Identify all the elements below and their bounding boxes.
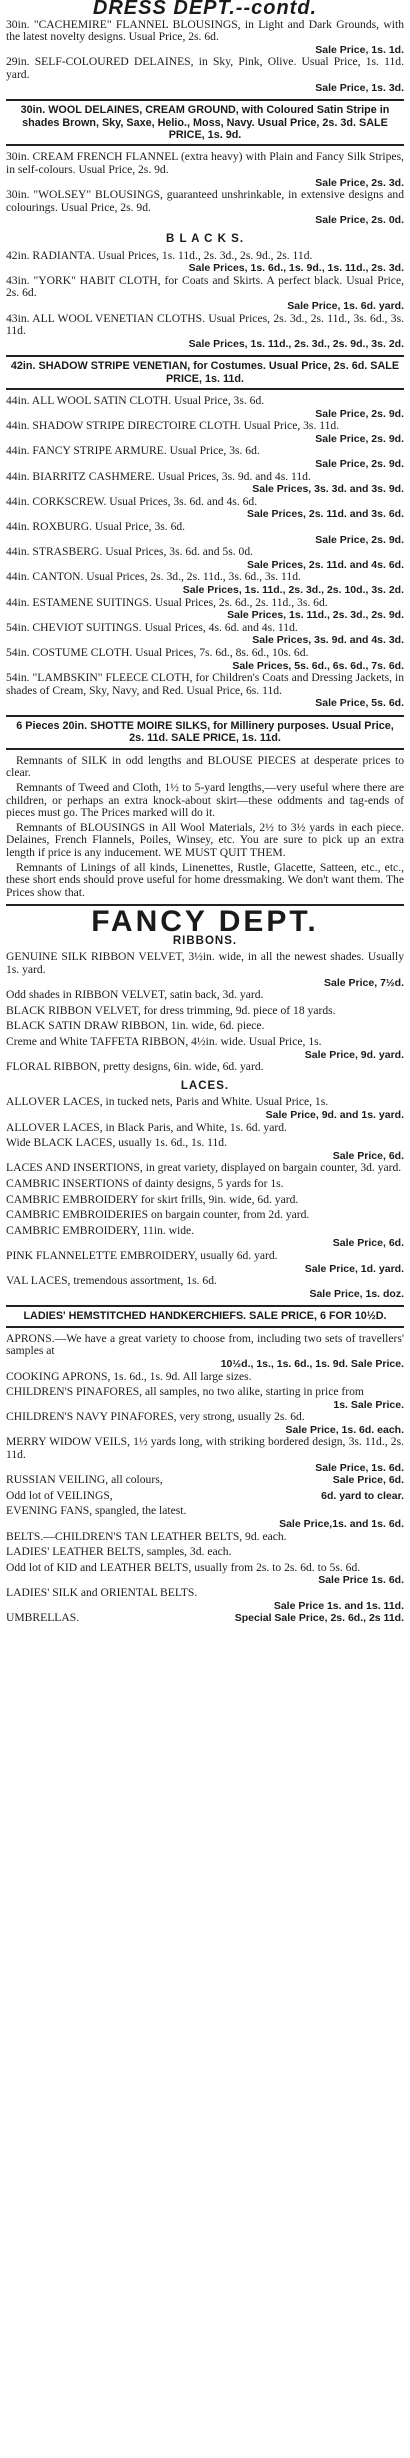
list-item: 54in. CHEVIOT SUITINGS. Usual Prices, 4s. 6d. and 4s. 11d. Sale Prices, 3s. 9d. and 4s. 3d.	[6, 620, 404, 647]
list-item: Odd shades in RIBBON VELVET, satin back, 3d. yard.	[6, 988, 264, 1002]
blacks-heading: B L A C K S.	[165, 232, 245, 245]
list-item: 44in. SHADOW STRIPE DIRECTOIRE CLOTH. Usual Price, 3s. 11d. Sale Price, 2s. 9d.	[6, 419, 404, 445]
dress-dept-title: DRESS DEPT.--contd.	[92, 0, 318, 19]
list-item: LACES AND INSERTIONS, in great variety, displayed on bargain counter, 3d. yard.	[6, 1161, 402, 1175]
list-item: 44in. BIARRITZ CASHMERE. Usual Prices, 3s. 9d. and 4s. 11d. Sale Prices, 3s. 3d. and 3s. 9d.	[6, 469, 404, 496]
list-item: 44in. FANCY STRIPE ARMURE. Usual Price, 3s. 6d. Sale Price, 2s. 9d.	[6, 444, 404, 471]
list-item: Odd lot of VEILINGS, 6d. yard to clear.	[6, 1488, 404, 1502]
list-item: 29in. SELF-COLOURED DELAINES, in Sky, Pink, Olive. Usual Price, 1s. 11d. yard. Sale Price, 1s. 3d.	[6, 55, 404, 94]
list-item: CAMBRIC EMBROIDERIES on bargain counter, from 2d. yard.	[6, 1208, 310, 1222]
list-item: APRONS.—We have a great variety to choose from, including two sets of travellers' samples at 10½d., 1s., 1s. 6d., 1s. 9d. Sale Price.	[6, 1331, 404, 1370]
dress-items-group-1	[0, 19, 410, 95]
list-item: LADIES' LEATHER BELTS, samples, 3d. each.	[6, 1545, 232, 1559]
list-item: 54in. COSTUME CLOTH. Usual Prices, 7s. 6d., 8s. 6d., 10s. 6d. Sale Prices, 5s. 6d., 6s. 6d., 7s. 6d.	[6, 645, 404, 672]
list-item: CHILDREN'S PINAFORES, all samples, no two alike, starting in price from 1s. Sale Price.	[6, 1385, 404, 1411]
list-item: EVENING FANS, spangled, the latest. Sale Price,1s. and 1s. 6d.	[6, 1504, 404, 1531]
aprons-belts-group	[0, 1333, 410, 1628]
list-item: 44in. ROXBURG. Usual Price, 3s. 6d. Sale Price, 2s. 9d.	[6, 520, 404, 546]
shadow-stripe-venetian-box: 42in. SHADOW STRIPE VENETIAN, for Costumes. Usual Price, 2s. 6d. SALE PRICE, 1s. 11d.	[6, 355, 404, 390]
list-item: 44in. ESTAMENE SUITINGS. Usual Prices, 2s. 6d., 2s. 11d., 3s. 6d. Sale Prices, 1s. 11d., 2s. 3d., 2s. 9d.	[6, 595, 404, 622]
list-item: 30in. CREAM FRENCH FLANNEL (extra heavy) with Plain and Fancy Silk Stripes, in self-colours. Usual Price, 2s. 9d. Sale Price, 2s. 3d.	[6, 150, 404, 189]
moire-silks-box: 6 Pieces 20in. SHOTTE MOIRE SILKS, for Millinery purposes. Usual Price, 2s. 11d. SALE PRICE, 1s. 11d.	[6, 715, 404, 750]
list-item: ALLOVER LACES, in Black Paris, and White, 1s. 6d. yard.	[6, 1120, 287, 1134]
remnants-group	[0, 755, 410, 900]
list-item: 43in. ALL WOOL VENETIAN CLOTHS. Usual Prices, 2s. 3d., 2s. 11d., 3s. 6d., 3s. 11d. Sale Prices, 1s. 11d., 2s. 3d., 2s. 9d., 3s. 2d.	[6, 311, 404, 350]
remnants-paragraph: Remnants of SILK in odd lengths and BLOUSE PIECES at desperate prices to clear.	[6, 753, 404, 780]
list-item: ALLOVER LACES, in tucked nets, Paris and White. Usual Price, 1s. Sale Price, 9d. and 1s. yard.	[6, 1095, 404, 1121]
dress-items-group-2	[0, 151, 410, 350]
list-item: GENUINE SILK RIBBON VELVET, 3½in. wide, in all the newest shades. Usually 1s. yard. Sale Price, 7½d.	[6, 950, 404, 989]
list-item: 44in. ALL WOOL SATIN CLOTH. Usual Price, 3s. 6d. Sale Price, 2s. 9d.	[6, 394, 404, 420]
list-item: 54in. "LAMBSKIN" FLEECE CLOTH, for Children's Coats and Dressing Jackets, in shades of Cream, Sky, Navy, and Red. Usual Price, 6s. 11d. Sale Price, 5s. 6d.	[6, 671, 404, 710]
list-item: 44in. CORKSCREW. Usual Prices, 3s. 6d. and 4s. 6d. Sale Prices, 2s. 11d. and 3s. 6d.	[6, 494, 404, 521]
list-item: Odd lot of KID and LEATHER BELTS, usually from 2s. to 2s. 6d. to 5s. 6d. Sale Price 1s. 6d.	[6, 1560, 404, 1587]
list-item: CAMBRIC EMBROIDERY for skirt frills, 9in. wide, 6d. yard.	[6, 1192, 299, 1206]
list-item: Creme and White TAFFETA RIBBON, 4½in. wide. Usual Price, 1s. Sale Price, 9d. yard.	[6, 1035, 404, 1061]
list-item: 44in. CANTON. Usual Prices, 2s. 3d., 2s. 11d., 3s. 6d., 3s. 11d. Sale Prices, 1s. 11d., 2s. 3d., 2s. 10d., 3s. 2d.	[6, 570, 404, 596]
list-item: CHILDREN'S NAVY PINAFORES, very strong, usually 2s. 6d. Sale Price, 1s. 6d. each.	[6, 1410, 404, 1436]
list-item: VAL LACES, tremendous assortment, 1s. 6d. Sale Price, 1s. doz.	[6, 1274, 404, 1300]
list-item: MERRY WIDOW VEILS, 1½ yards long, with striking bordered design, 3s. 11d., 2s. 11d. Sale Price, 1s. 6d.	[6, 1435, 404, 1474]
fancy-dept-title: FANCY DEPT.	[91, 905, 319, 939]
list-item: BELTS.—CHILDREN'S TAN LEATHER BELTS, 9d. each.	[6, 1529, 287, 1543]
remnants-paragraph: Remnants of Linings of all kinds, Linenettes, Rustle, Glacette, Satteen, etc., etc., these short ends should prove useful for home dressmaking. We don't want them. The Prices show that.	[6, 860, 404, 899]
list-item: PINK FLANNELETTE EMBROIDERY, usually 6d. yard. Sale Price, 1d. yard.	[6, 1248, 404, 1275]
list-item: RUSSIAN VEILING, all colours, Sale Price, 6d.	[6, 1473, 404, 1487]
list-item: 43in. "YORK" HABIT CLOTH, for Coats and Skirts. A perfect black. Usual Price, 2s. 6d. Sale Price, 1s. 6d. yard.	[6, 273, 404, 312]
list-item: 30in. "CACHEMIRE" FLANNEL BLOUSINGS, in Light and Dark Grounds, with the latest novelty designs. Usual Price, 2s. 6d. Sale Price, 1s. 1d.	[6, 17, 404, 56]
dress-items-group-3	[0, 395, 410, 710]
list-item: COOKING APRONS, 1s. 6d., 1s. 9d. All large sizes.	[6, 1369, 252, 1383]
list-item: Wide BLACK LACES, usually 1s. 6d., 1s. 11d. Sale Price, 6d.	[6, 1136, 404, 1162]
ribbons-group	[0, 951, 410, 1073]
list-item: 42in. RADIANTA. Usual Prices, 1s. 11d., 2s. 3d., 2s. 9d., 2s. 11d. Sale Prices, 1s. 6d., 1s. 9d., 1s. 11d., 2s. 3d.	[6, 248, 404, 275]
ribbons-heading: RIBBONS.	[172, 934, 238, 947]
remnants-paragraph: Remnants of BLOUSINGS in All Wool Materials, 2½ to 3½ yards in each piece. Delaines, French Flannels, Poiles, Winsey, etc. You are sure to pick up an extra length if price is any inducement. WE MUST QUIT THEM.	[6, 820, 404, 859]
list-item: BLACK SATIN DRAW RIBBON, 1in. wide, 6d. piece.	[6, 1019, 265, 1033]
remnants-paragraph: Remnants of Tweed and Cloth, 1½ to 5-yard lengths,—very useful where there are children, or perhaps an extra knock-about skirt—these oddments and tag-ends of pieces must go. The Prices marked will do it.	[6, 780, 404, 820]
laces-heading: LACES.	[180, 1079, 230, 1092]
list-item: UMBRELLAS. Special Sale Price, 2s. 6d., 2s 11d.	[6, 1611, 404, 1625]
list-item: 30in. "WOLSEY" BLOUSINGS, guaranteed unshrinkable, in extensive designs and colourings. Usual Price, 2s. 9d. Sale Price, 2s. 0d.	[6, 188, 404, 227]
list-item: LADIES' SILK and ORIENTAL BELTS. Sale Price 1s. and 1s. 11d.	[6, 1586, 404, 1612]
list-item: FLORAL RIBBON, pretty designs, 6in. wide, 6d. yard.	[6, 1060, 264, 1074]
handkerchiefs-box: LADIES' HEMSTITCHED HANDKERCHIEFS. SALE PRICE, 6 FOR 10½D.	[6, 1305, 404, 1327]
list-item: 44in. STRASBERG. Usual Prices, 3s. 6d. and 5s. 0d. Sale Prices, 2s. 11d. and 4s. 6d.	[6, 545, 404, 571]
list-item: CAMBRIC EMBROIDERY, 11in. wide. Sale Price, 6d.	[6, 1223, 404, 1250]
list-item: BLACK RIBBON VELVET, for dress trimming, 9d. piece of 18 yards.	[6, 1003, 336, 1017]
list-item: CAMBRIC INSERTIONS of dainty designs, 5 yards for 1s.	[6, 1176, 284, 1190]
wool-delaines-box: 30in. WOOL DELAINES, CREAM GROUND, with Coloured Satin Stripe in shades Brown, Sky, Saxe, Helio., Moss, Navy. Usual Price, 2s. 3d. SALE PRICE, 1s. 9d.	[6, 99, 404, 146]
laces-group	[0, 1096, 410, 1300]
